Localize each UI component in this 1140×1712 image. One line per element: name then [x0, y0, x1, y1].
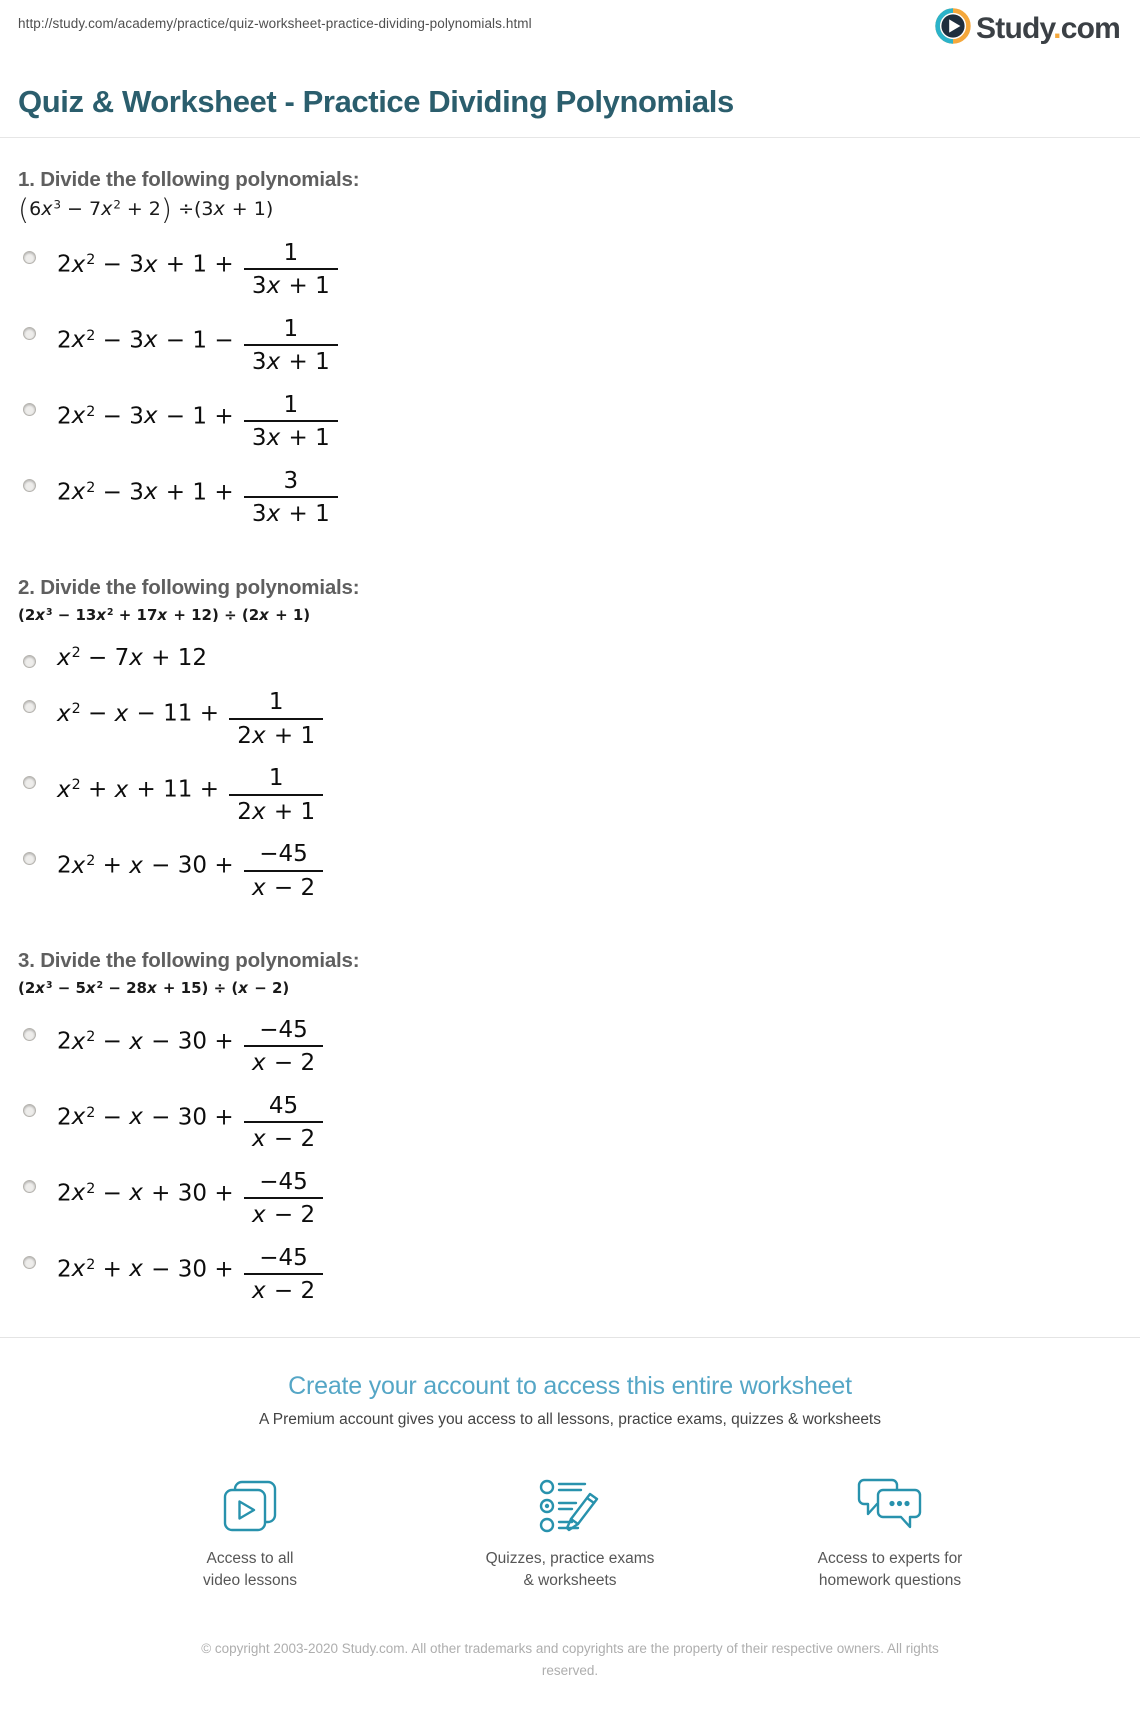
homework-experts-icon	[783, 1473, 998, 1535]
radio-q2-option3[interactable]	[23, 776, 36, 789]
question-block	[18, 168, 1122, 532]
answer-formula: $2x^2 - 3x + 1$ + $\frac{3}{3x + 1}$	[36, 468, 341, 528]
feature-label: Quizzes, practice exams & worksheets	[485, 1549, 655, 1589]
answer-formula: $2x^2 - 3x - 1$ − $\frac{1}{3x + 1}$	[36, 316, 341, 376]
feature-item	[463, 1473, 678, 1592]
answer-option-q2-2[interactable]	[18, 685, 1122, 753]
answer-option-q2-4[interactable]	[18, 837, 1122, 905]
radio-q2-option4[interactable]	[23, 852, 36, 865]
answer-options	[18, 640, 1122, 906]
radio-q1-option2[interactable]	[23, 327, 36, 340]
answer-formula: $x^2 - 7x + 12$	[57, 644, 208, 671]
answer-option-q3-4[interactable]	[18, 1241, 1122, 1309]
studycom-play-icon	[935, 8, 971, 49]
answer-options	[18, 236, 1122, 532]
answer-option-q1-2[interactable]	[18, 312, 1122, 380]
feature-list	[0, 1473, 1140, 1592]
answer-option-q1-4[interactable]	[18, 464, 1122, 532]
answer-option-q3-3[interactable]	[18, 1165, 1122, 1233]
answer-formula: $2x^2 - x - 30$ + $\frac{-45}{x - 2}$	[36, 1017, 326, 1077]
answer-formula: $2x^2 + x - 30$ + $\frac{-45}{x - 2}$	[36, 1245, 326, 1305]
create-account-link[interactable]: Create your account to access this entire worksheet	[288, 1371, 852, 1400]
answer-formula: $2x^2 + x - 30$ + $\frac{-45}{x - 2}$	[36, 841, 326, 901]
question-expression: $(2x^3 - 13x^2 + 17x + 12) \div (2x + 1)$	[18, 605, 311, 624]
feature-label: Access to all video lessons	[203, 1549, 297, 1589]
feature-label: Access to experts for homework questions	[817, 1549, 963, 1589]
copyright-text: © copyright 2003-2020 Study.com. All other trademarks and copyrights are the property of their respective owners. All rights reserved.	[201, 1640, 939, 1678]
answer-option-q1-3[interactable]	[18, 388, 1122, 456]
answer-options	[18, 1013, 1122, 1309]
feature-item	[783, 1473, 998, 1592]
page-footer	[0, 1638, 1140, 1712]
answer-formula: $x^2 + x + 11$ + $\frac{1}{2x + 1}$	[36, 765, 326, 825]
answer-option-q3-1[interactable]	[18, 1013, 1122, 1081]
question-expression: $(2x^3 - 5x^2 - 28x + 15) \div (x - 2)$	[18, 979, 290, 998]
page-title: Quiz & Worksheet - Practice Dividing Polynomials	[18, 84, 734, 119]
page-header	[0, 0, 1140, 58]
question-block	[18, 576, 1122, 906]
question-block	[18, 949, 1122, 1309]
radio-q1-option3[interactable]	[23, 403, 36, 416]
answer-option-q3-2[interactable]	[18, 1089, 1122, 1157]
answer-option-q2-1[interactable]	[18, 640, 1122, 678]
radio-q3-option1[interactable]	[23, 1028, 36, 1041]
feature-item	[143, 1473, 358, 1592]
answer-formula: $2x^2 - 3x - 1$ + $\frac{1}{3x + 1}$	[36, 392, 341, 452]
radio-q3-option2[interactable]	[23, 1104, 36, 1117]
answer-option-q1-1[interactable]	[18, 236, 1122, 304]
premium-subtitle: A Premium account gives you access to all lessons, practice exams, quizzes & worksheets	[259, 1410, 881, 1428]
browser-url: http://study.com/academy/practice/quiz-worksheet-practice-dividing-polynomials.html	[18, 16, 532, 31]
cta-section	[0, 1338, 1140, 1592]
video-lessons-icon	[143, 1473, 358, 1535]
answer-formula: $2x^2 - x + 30$ + $\frac{-45}{x - 2}$	[36, 1169, 326, 1229]
answer-formula: $2x^2 - 3x + 1$ + $\frac{1}{3x + 1}$	[36, 240, 341, 300]
question-heading: 1. Divide the following polynomials:	[18, 168, 360, 191]
question-heading: 2. Divide the following polynomials:	[18, 575, 360, 599]
questions-section	[0, 138, 1140, 1309]
radio-q2-option1[interactable]	[23, 655, 36, 668]
answer-formula: $2x^2 - x - 30$ + $\frac{45}{x - 2}$	[36, 1093, 326, 1153]
radio-q1-option4[interactable]	[23, 479, 36, 492]
quizzes-worksheets-icon	[463, 1473, 678, 1535]
question-heading: 3. Divide the following polynomials:	[18, 949, 360, 973]
answer-formula: $x^2 - x - 11$ + $\frac{1}{2x + 1}$	[36, 689, 326, 749]
studycom-logo[interactable]	[935, 8, 1120, 49]
question-expression: $(6x^3 - 7x^2 + 2) \div(3x + 1)$	[18, 192, 274, 226]
logo-wordmark: Study.com	[976, 11, 1120, 45]
radio-q3-option3[interactable]	[23, 1180, 36, 1193]
radio-q1-option1[interactable]	[23, 251, 36, 264]
radio-q3-option4[interactable]	[23, 1256, 36, 1269]
radio-q2-option2[interactable]	[23, 700, 36, 713]
answer-option-q2-3[interactable]	[18, 761, 1122, 829]
